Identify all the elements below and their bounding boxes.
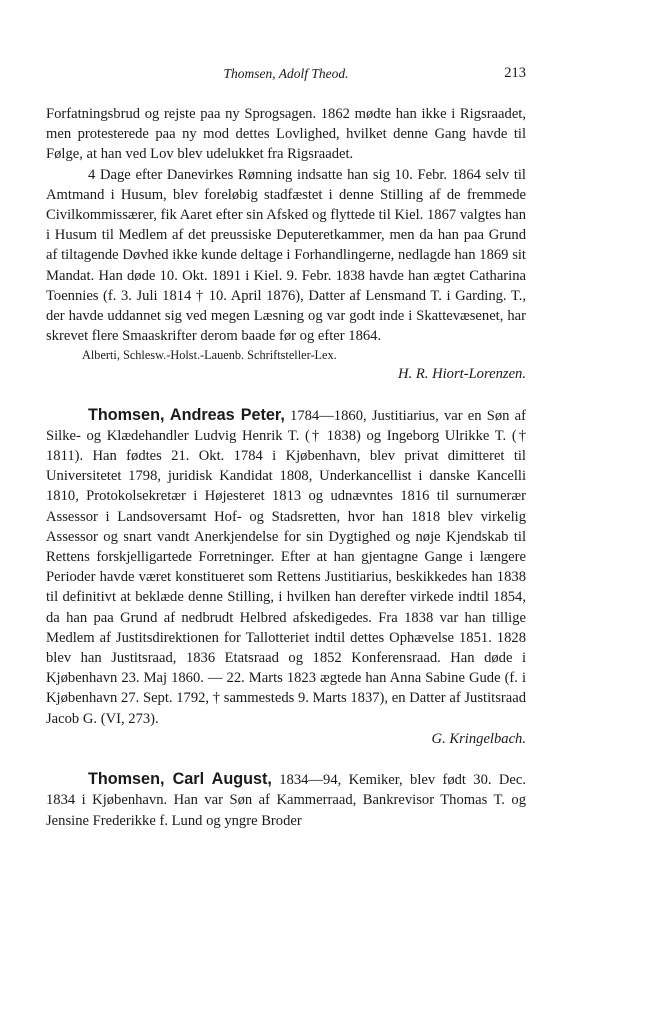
page-number: 213 [504, 65, 526, 81]
entry-separator [46, 749, 526, 769]
entry-heading: Thomsen, Carl August, [88, 770, 272, 789]
running-title: Thomsen, Adolf Theod. [223, 66, 349, 81]
author-signature: G. Kringelbach. [431, 730, 526, 747]
author-signature: H. R. Hiort-Lorenzen. [398, 366, 526, 383]
entry-heading: Thomsen, Andreas Peter, [88, 405, 285, 424]
paragraph: 4 Dage efter Danevirkes Rømning indsatte han sig 10. Febr. 1864 selv til Amtmand i Husum, blev foreløbig stadfæstet i denne Stilling af de fremmede Civilkommissærer, fik Aaret efter sin Afsked og flyttede til Kiel. 1867 valgtes han i Husum til Medlem af det preussiske Deputeretkammer, men da han paa Grund af tiltagende Døvhed ikke kunde deltage i Forhandlingerne, nedlagde han 1869 sit Mandat. Han døde 10. Okt. 1891 i Kiel. 9. Febr. 1838 havde han ægtet Catharina Toennies (f. 3. Juli 1814 † 10. April 1876), Datter af Lensmand T. i Garding. T., der havde uddannet sig ved megen Læsning og var godt inde i Skattevæsenet, har skrevet flere Smaaskrifter derom baade før og efter 1864. [46, 166, 526, 345]
paragraph: Forfatningsbrud og rejste paa ny Sprogsagen. 1862 mødte han ikke i Rigsraadet, men protesterede paa ny mod dettes Lovlighed, hvilket denne Gang havde til Følge, at han ved Lov blev udelukket fra Rigsraadet. [46, 106, 526, 163]
page-body [46, 104, 526, 831]
entry-text: 1784—1860, Justitiarius, var en Søn af Silke- og Klædehandler Ludvig Henrik T. († 1838) og Ingeborg Ulrikke T. († 1811). Han fødtes 21. Okt. 1784 i Kjøbenhavn, blev privat dimitteret til Universitetet 1798, juridisk Kandidat 1808, Underkancellist i danske Kancelli 1810, Protokolsekretær i Højesteret 1813 og udnævntes 1816 til surnumerær Assessor i Landsoversamt Hof- og Stadsretten, hvor han 1818 blev virkelig Assessor og snart vandt Anerkjendelse for sin Dygtighed og nøje Kjendskab til Rettens forskjelligartede Forretninger. Efter at han gjentagne Gange i længere Perioder havde været konstitueret som Rettens Justitiarius, beskikkedes han 1838 til definitivt at beklæde denne Stilling, i hvilken han derefter virkede indtil 1854, da han paa Grund af nedbrudt Helbred afskedigedes. Fra 1838 var han tillige Medlem af Justitsdirektionen for Tallotteriet indtil dettes Ophævelse 1851. 1828 blev han Justitsraad, 1836 Etatsraad og 1852 Konferensraad. Han døde i Kjøbenhavn 23. Maj 1860. — 22. Marts 1823 ægtede han Anna Sabine Gude (f. i Kjøbenhavn 27. Sept. 1792, † sammesteds 9. Marts 1837), en Datter af Justitsraad Jacob G. (VI, 273). [46, 407, 526, 727]
entry-separator [46, 385, 526, 405]
source-citation: Alberti, Schlesw.-Holst.-Lauenb. Schriftsteller-Lex. [82, 348, 337, 363]
biography-entry [46, 405, 526, 729]
page-header [46, 66, 526, 86]
biography-entry [46, 769, 526, 831]
entry-text: 1834—94, Kemiker, blev født 30. Dec. 1834 i Kjøbenhavn. Han var Søn af Kammerraad, Bankrevisor Thomas T. og Jensine Frederikke f. Lund og yngre Broder [46, 772, 526, 829]
